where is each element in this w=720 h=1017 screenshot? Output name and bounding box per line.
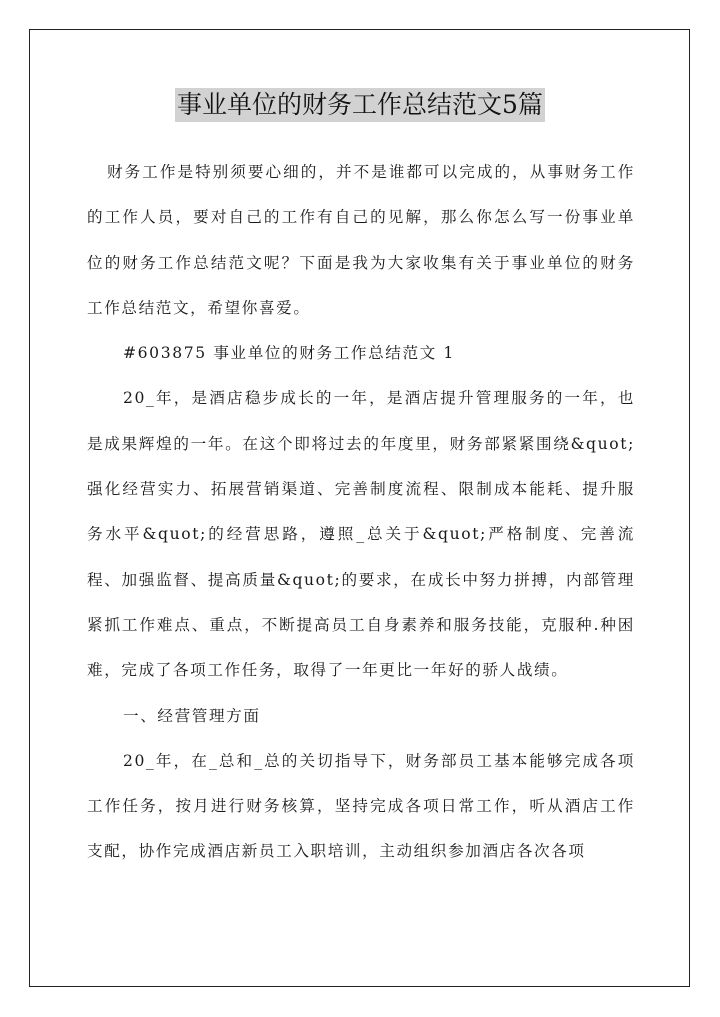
body-paragraph: 20_年，是酒店稳步成长的一年，是酒店提升管理服务的一年，也是成果辉煌的一年。在这个即将过去的年度里，财务部紧紧围绕&quot;强化经营实力、拓展营销渠道、完善制度流程、限制成本能耗、提升服务水平&quot;的经营思路，遵照_总关于&quot;严格制度、完善流程、加强监督、提高质量&quot;的要求，在成长中努力拼搏，内部管理紧抓工作难点、重点，不断提高员工自身素养和服务技能，克服种.种困难，完成了各项工作任务，取得了一年更比一年好的骄人战绩。 [87,389,635,680]
section-heading-1: #603875 事业单位的财务工作总结范文 1 [123,344,455,363]
subheading-operations: 一、经营管理方面 [123,706,261,725]
intro-paragraph: 财务工作是特别须要心细的，并不是谁都可以完成的，从事财务工作的工作人员，要对自己的工作有自己的见解，那么你怎么写一份事业单位的财务工作总结范文呢？下面是我为大家收集有关于事业单位的财务工作总结范文，希望你喜爱。 [87,163,635,317]
title-container [0,88,720,122]
document-title: 事业单位的财务工作总结范文5篇 [175,88,545,122]
document-body [87,150,635,875]
body-paragraph: 20_年，在_总和_总的关切指导下，财务部员工基本能够完成各项工作任务，按月进行财务核算，坚持完成各项日常工作，听从酒店工作支配，协作完成酒店新员工入职培训，主动组织参加酒店各次各项 [87,751,635,861]
